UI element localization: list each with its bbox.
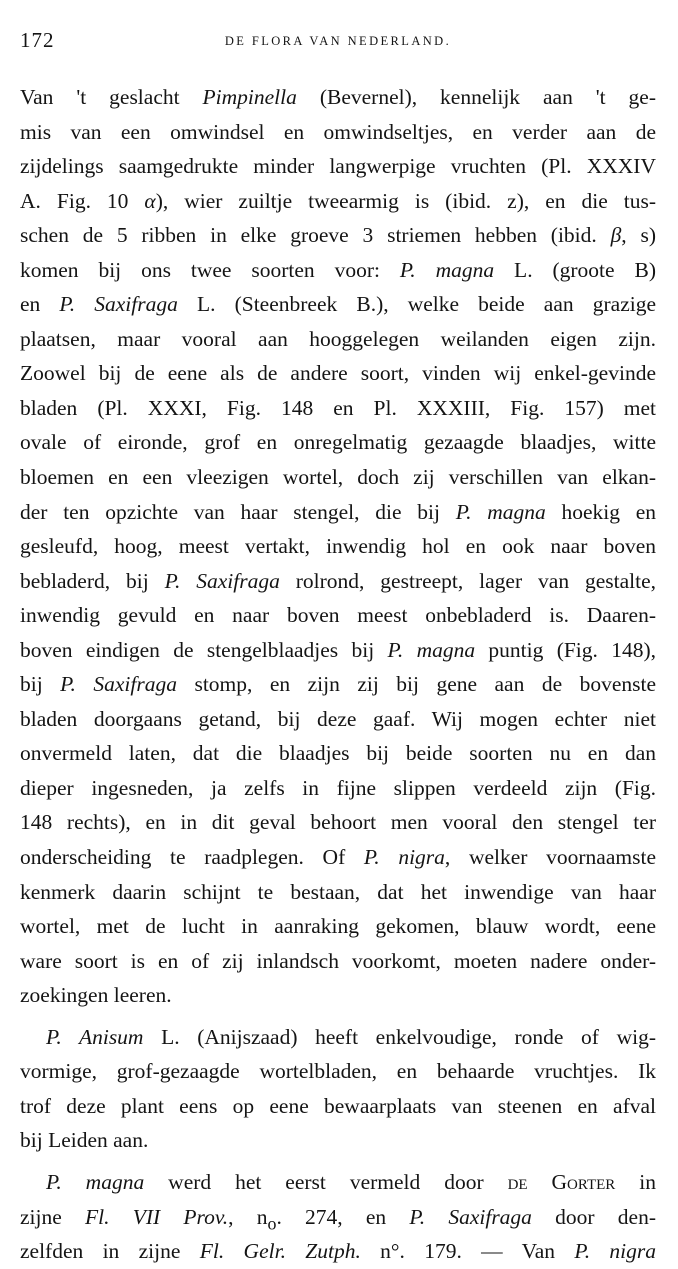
text-line: 148 rechts), en in dit geval behoort men vooral den stengel ter <box>20 810 656 835</box>
text-line: bloemen en een vleezigen wortel, doch zij verschillen van elkan- <box>20 465 656 490</box>
text-line: zijdelings saamgedrukte minder langwerpige vruchten (Pl. XXXIV <box>20 154 656 179</box>
text-line: plaatsen, maar vooral aan hooggelegen weilanden eigen zijn. <box>20 326 656 351</box>
text-line: wortel, met de lucht in aanraking gekomen, blauw wordt, eene <box>20 914 656 939</box>
text-line: komen bij ons twee soorten voor: P. magna L. (groote B) <box>20 257 657 282</box>
text-line: ware soort is en of zij inlandsch voorkomt, moeten nadere onder- <box>20 948 656 973</box>
text-line: gesleufd, hoog, meest vertakt, inwendig hol en ook naar boven <box>20 534 656 559</box>
text-line: vormige, grof-gezaagde wortelbladen, en behaarde vruchtjes. Ik <box>20 1059 656 1084</box>
text-line: P. magna werd het eerst vermeld door de Gorter in <box>46 1169 656 1194</box>
text-line: bij Leiden aan. <box>20 1128 149 1153</box>
text-line: onderscheiding te raadplegen. Of P. nigra, welker voornaamste <box>20 845 656 870</box>
text-line: zoekingen leeren. <box>20 983 172 1008</box>
body-text <box>20 80 656 1269</box>
text-line: schen de 5 ribben in elke groeve 3 striemen hebben (ibid. β, s) <box>20 223 656 248</box>
text-line: en P. Saxifraga L. (Steenbreek B.), welke beide aan grazige <box>20 292 657 317</box>
book-page <box>20 28 656 1269</box>
text-line: bladen doorgaans getand, bij deze gaaf. Wij mogen echter niet <box>20 706 656 731</box>
text-line: onvermeld laten, dat die blaadjes bij beide soorten nu en dan <box>20 741 656 766</box>
text-line: zelfden in zijne Fl. Gelr. Zutph. n°. 179. — Van P. nigra <box>20 1239 656 1264</box>
text-line: mis van een omwindsel en omwindseltjes, en verder aan de <box>20 119 656 144</box>
text-line: bladen (Pl. XXXI, Fig. 148 en Pl. XXXIII, Fig. 157) met <box>20 395 656 420</box>
text-line: dieper ingesneden, ja zelfs in fijne slippen verdeeld zijn (Fig. <box>20 775 656 800</box>
text-line: trof deze plant eens op eene bewaarplaats van steenen en afval <box>20 1093 656 1118</box>
running-title: DE FLORA VAN NEDERLAND. <box>224 34 452 48</box>
text-line: ovale of eironde, grof en onregelmatig gezaagde blaadjes, witte <box>20 430 656 455</box>
text-line: inwendig gevuld en naar boven meest onbebladerd is. Daaren- <box>20 603 656 628</box>
text-line: Zoowel bij de eene als de andere soort, vinden wij enkel-gevinde <box>20 361 656 386</box>
text-line: A. Fig. 10 α), wier zuiltje tweearmig is (ibid. z), en die tus- <box>20 188 656 213</box>
running-head <box>20 28 656 62</box>
text-line: der ten opzichte van haar stengel, die bij P. magna hoekig en <box>20 499 656 524</box>
page-number: 172 <box>20 28 55 52</box>
text-line: bij P. Saxifraga stomp, en zijn zij bij gene aan de bovenste <box>20 672 656 697</box>
text-line: boven eindigen de stengelblaadjes bij P. magna puntig (Fig. 148), <box>20 637 657 662</box>
text-line: Van 't geslacht Pimpinella (Bevernel), kennelijk aan 't ge- <box>20 85 656 109</box>
text-line: zijne Fl. VII Prov., $n_o$. 274, en P. Saxifraga door den- <box>20 1204 656 1233</box>
text-line: bebladerd, bij P. Saxifraga rolrond, gestreept, lager van gestalte, <box>20 568 656 593</box>
text-line: kenmerk daarin schijnt te bestaan, dat het inwendige van haar <box>20 879 656 904</box>
text-line: P. Anisum L. (Anijszaad) heeft enkelvoudige, ronde of wig- <box>46 1024 656 1049</box>
